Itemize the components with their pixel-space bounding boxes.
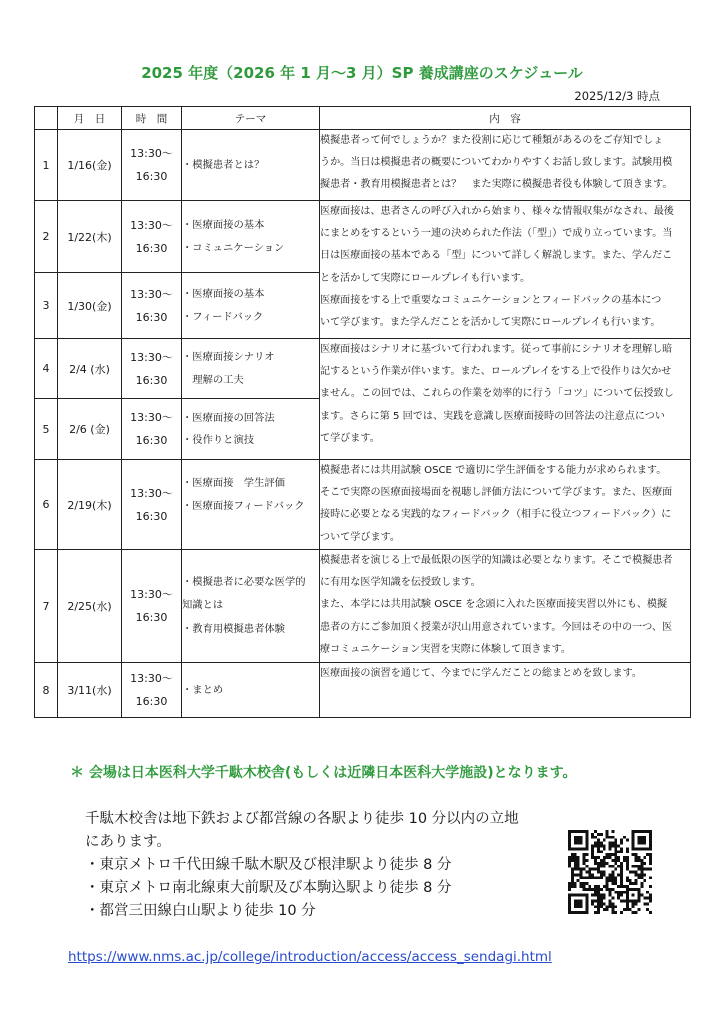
theme-line: 理解の工夫 [182, 373, 244, 386]
header-theme: テーマ [182, 107, 320, 130]
content-line: 医療面接の演習を通じて、今までに学んだことの総まとめを致します。 [320, 668, 642, 679]
time-start: 13:30～ [130, 588, 173, 601]
content-line: て学びます。 [320, 432, 380, 444]
access-intro-line: 千駄木校舎は地下鉄および都営線の各駅より徒歩 10 分以内の立地 [85, 811, 519, 827]
session-date: 1/16(金) [58, 130, 122, 201]
session-theme [182, 550, 320, 663]
session-number: 8 [35, 663, 58, 718]
content-line: いて学びます。また学んだことを活かして実際にロールプレイも行います。 [320, 317, 661, 329]
time-start: 13:30～ [130, 287, 173, 301]
session-content [320, 339, 691, 460]
session-number: 2 [35, 201, 58, 273]
theme-line: 知識とは [182, 599, 224, 612]
access-url-link[interactable]: https://www.nms.ac.jp/college/introduction/access/access_sendagi.html [68, 949, 552, 965]
content-line: に有用な医学知識を伝授致します。 [320, 577, 481, 589]
theme-line: ・医療面接フィードバック [182, 499, 305, 512]
content-line: 接時に必要となる実践的なフィードバック（相手に役立つフィードバック）に [320, 509, 672, 521]
schedule-table [34, 106, 691, 718]
theme-line: ・模擬患者に必要な医学的 [182, 575, 306, 588]
session-time [122, 460, 182, 550]
session-date: 2/4 (水) [58, 339, 122, 399]
theme-line: ・フィードバック [182, 310, 264, 323]
session-number: 7 [35, 550, 58, 663]
time-start: 13:30～ [130, 672, 173, 685]
theme-line: ・まとめ [182, 683, 224, 696]
session-date: 1/22(木) [58, 201, 122, 273]
session-time [122, 339, 182, 399]
time-end: 16:30 [135, 509, 168, 523]
content-line: とを活かして実際にロールプレイも行います。 [320, 272, 531, 284]
session-time [122, 399, 182, 460]
session-date: 2/19(木) [58, 460, 122, 550]
content-line: うか。当日は模擬患者の概要についてわかりやすくお話し致します。試験用模 [320, 157, 673, 169]
content-line: 医療面接は、患者さんの呼び入れから始まり、様々な情報収集がなされ、最後 [320, 206, 674, 217]
session-content [320, 550, 691, 663]
content-line: 模擬患者には共用試験 OSCE で適切に学生評価をする能力が求められます。 [320, 465, 667, 476]
session-theme [182, 130, 320, 201]
access-info [85, 808, 519, 923]
session-theme [182, 663, 320, 718]
session-row-7 [35, 550, 691, 663]
time-start: 13:30～ [130, 350, 173, 364]
time-end: 16:30 [135, 241, 168, 255]
table-header-row [35, 107, 691, 130]
content-line: にまとめをするという一連の決められた作法（「型」）で成り立っています。当 [320, 228, 673, 240]
time-start: 13:30～ [130, 486, 173, 500]
session-content [320, 663, 691, 718]
content-line: 医療面接はシナリオに基づいて行われます。従って事前にシナリオを理解し暗 [320, 344, 673, 355]
header-content: 内 容 [320, 107, 691, 130]
session-content [320, 130, 691, 201]
time-end: 16:30 [135, 310, 168, 324]
session-number: 4 [35, 339, 58, 399]
theme-line: ・コミュニケーション [182, 241, 285, 254]
content-line: また、本学には共用試験 OSCE を念頭に入れた医療面接実習以外にも、模擬 [320, 599, 668, 611]
session-theme [182, 273, 320, 339]
content-line: 模擬患者を演じる上で最低限の医学的知識は必要となります。そこで模擬患者 [320, 555, 673, 566]
session-row-1 [35, 130, 691, 201]
content-line: 日は医療面接の基本である「型」について詳しく解説します。また、学んだこ [320, 250, 673, 262]
session-row-6 [35, 460, 691, 550]
access-route: ・東京メトロ南北線東大前駅及び本駒込駅より徒歩 8 分 [85, 880, 452, 896]
session-theme [182, 201, 320, 273]
content-line: 医療面接をする上で重要なコミュニケーションとフィードバックの基本につ [320, 294, 662, 306]
access-intro-line: にあります。 [85, 834, 171, 850]
theme-line: ・模擬患者とは？ [182, 158, 265, 171]
content-line: 模擬患者って何でしょうか？また役割に応じて種類があるのをご存知でしょ [320, 135, 664, 146]
session-time [122, 273, 182, 339]
session-date: 2/6 (金) [58, 399, 122, 460]
header-time: 時 間 [122, 107, 182, 130]
content-line: ついて学びます。 [320, 531, 400, 543]
time-end: 16:30 [135, 695, 168, 708]
page-title: 2025 年度（2026 年 1 月～3 月）SP 養成講座のスケジュール [141, 64, 583, 82]
venue-note: ＊ 会場は日本医科大学千駄木校舎(もしくは近隣日本医科大学施設)となります。 [70, 765, 577, 781]
access-route: ・東京メトロ千代田線千駄木駅及び根津駅より徒歩 8 分 [85, 857, 452, 873]
session-theme [182, 460, 320, 550]
session-date: 2/25(水) [58, 550, 122, 663]
header-number [35, 107, 58, 130]
session-time [122, 201, 182, 273]
session-date: 1/30(金) [58, 273, 122, 339]
time-start: 13:30～ [130, 411, 173, 424]
session-number: 3 [35, 273, 58, 339]
theme-line: ・医療面接 学生評価 [182, 477, 285, 489]
time-end: 16:30 [135, 170, 168, 183]
content-line: そこで実際の医療面接場面を視聴し評価方法について学びます。また、医療面 [320, 487, 673, 499]
session-theme [182, 339, 320, 399]
time-end: 16:30 [135, 611, 168, 624]
session-row-8 [35, 663, 691, 718]
content-line: 患者の方にご参加頂く授業が沢山用意されています。今回はその中の一つ、医 [320, 621, 673, 633]
session-number: 5 [35, 399, 58, 460]
time-start: 13:30～ [130, 218, 173, 232]
session-content [320, 460, 691, 550]
content-line: ます。さらに第 5 回では、実践を意識し医療面接時の回答法の注意点につい [320, 410, 665, 422]
session-number: 6 [35, 460, 58, 550]
content-line: ません。この回では、これらの作業を効率的に行う「コツ」について伝授致し [320, 388, 674, 400]
session-time [122, 663, 182, 718]
session-theme [182, 399, 320, 460]
content-line: 療コミュニケーション実習を実際に体験して頂きます。 [320, 643, 571, 655]
session-row-4 [35, 339, 691, 399]
qr-code [568, 830, 652, 914]
time-start: 13:30～ [130, 147, 173, 160]
theme-line: ・医療面接シナリオ [182, 351, 275, 363]
session-time [122, 130, 182, 201]
session-content [320, 201, 691, 339]
content-line: 記するという作業が伴います。また、ロールプレイをする上で役作りは欠かせ [320, 366, 672, 378]
access-route: ・都営三田線白山駅より徒歩 10 分 [85, 903, 316, 919]
session-date: 3/11(水) [58, 663, 122, 718]
theme-line: ・教育用模擬患者体験 [182, 622, 285, 635]
as-of-date: 2025/12/3 時点 [574, 89, 660, 103]
header-date: 月 日 [58, 107, 122, 130]
theme-line: ・医療面接の基本 [182, 219, 265, 231]
time-end: 16:30 [135, 434, 168, 447]
theme-line: ・役作りと演技 [182, 434, 255, 446]
session-row-2 [35, 201, 691, 273]
theme-line: ・医療面接の基本 [182, 288, 265, 300]
theme-line: ・医療面接の回答法 [182, 411, 275, 424]
content-line: 擬患者・教育用模擬患者とは？ また実際に模擬患者役も体験して頂きます。 [320, 179, 673, 191]
session-time [122, 550, 182, 663]
time-end: 16:30 [135, 373, 168, 387]
session-number: 1 [35, 130, 58, 201]
